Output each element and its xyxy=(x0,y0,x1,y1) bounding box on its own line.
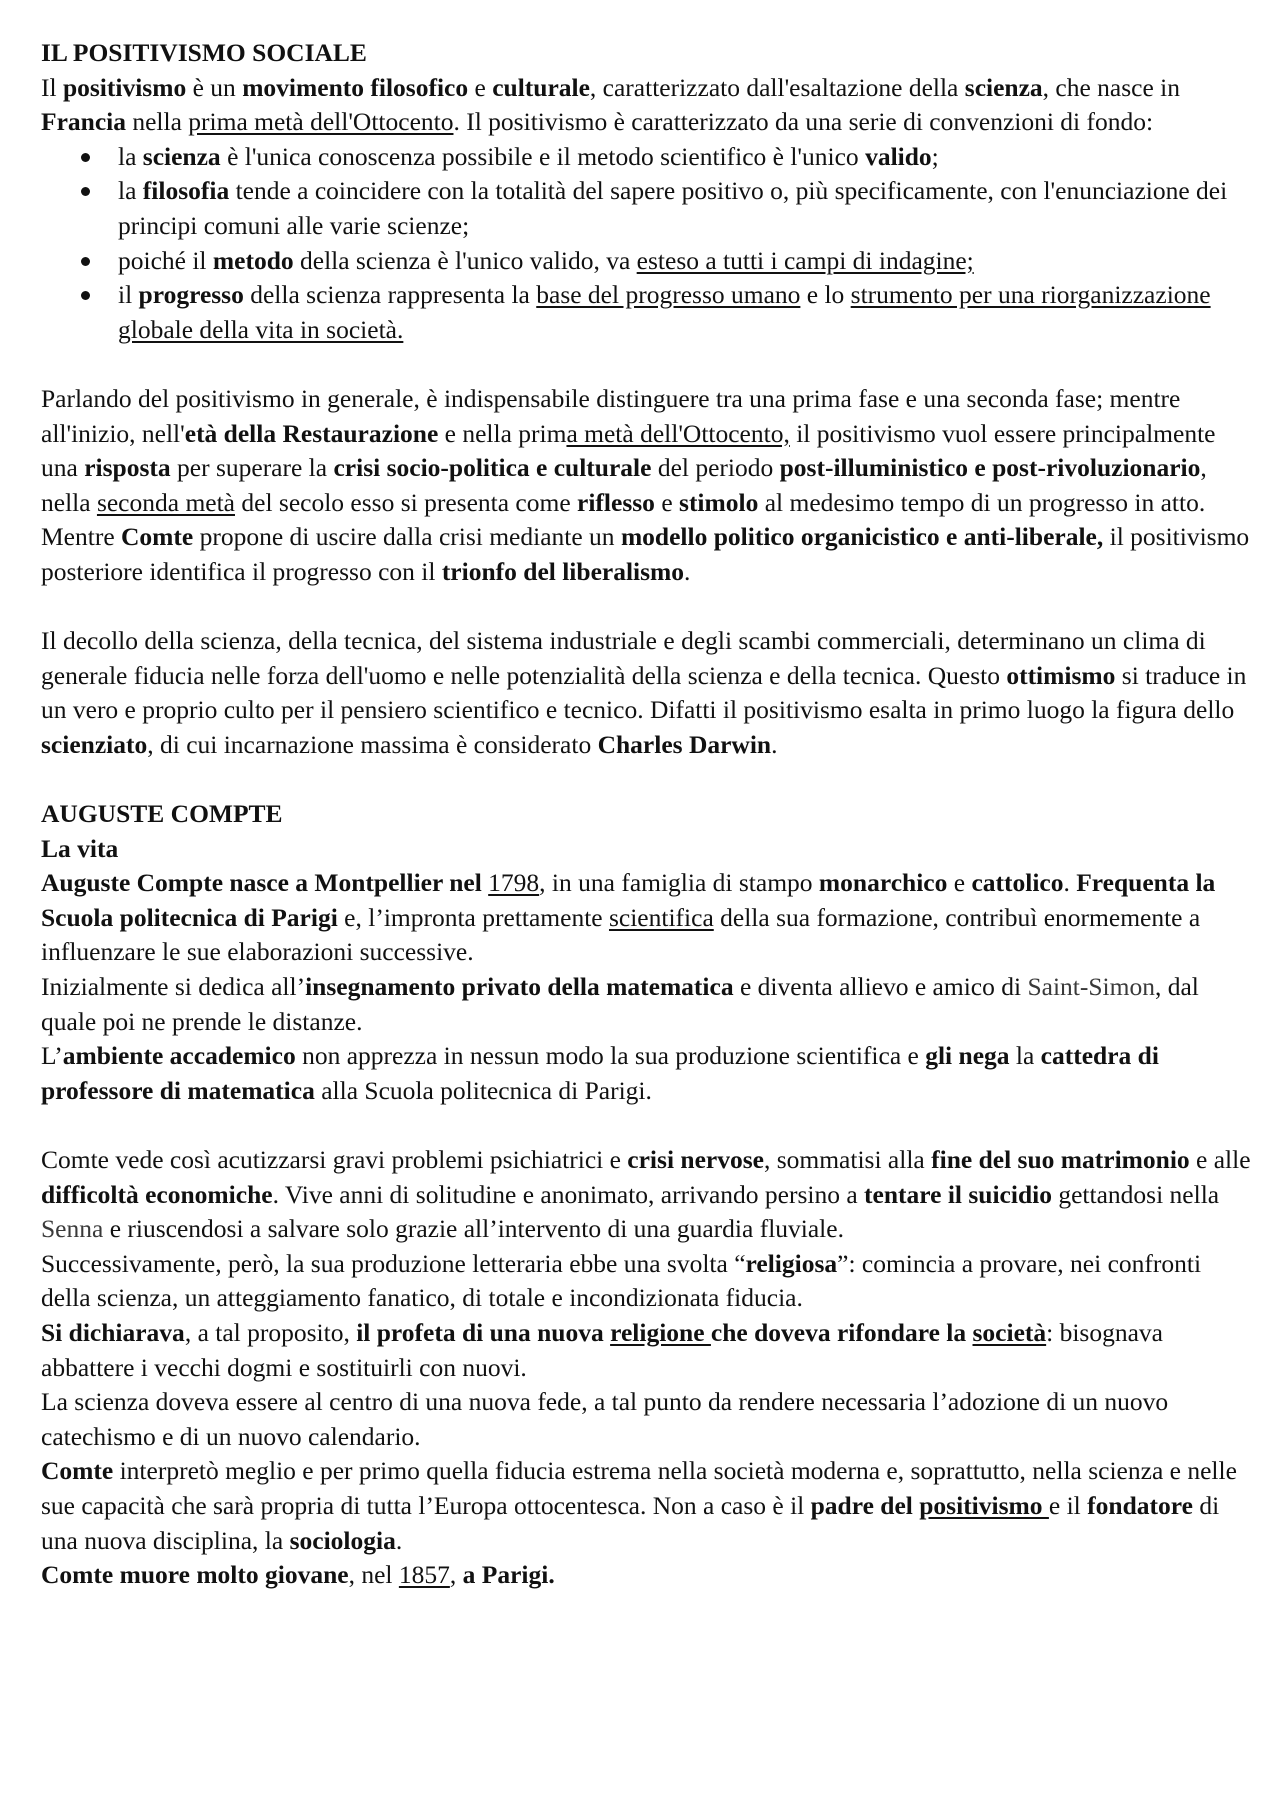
text-run: la xyxy=(1009,1041,1041,1071)
text-run: al medesimo tempo di un progresso in atto. xyxy=(758,487,1206,517)
bold-text: trionfo del liberalismo xyxy=(441,556,685,586)
text-run: La scienza doveva essere al centro di una nuova fede, a tal punto da rendere necessaria l’adozione di un nuovo catechismo e di un nuovo calendario. xyxy=(41,1387,1169,1451)
bold-text: fine del suo matrimonio xyxy=(931,1145,1190,1174)
crisis-paragraph xyxy=(41,1143,1256,1247)
bold-text: ambiente accademico xyxy=(62,1041,296,1071)
underlined-text: base del progresso umano xyxy=(536,280,801,310)
bold-text: cattolico xyxy=(971,868,1064,898)
text-run: , caratterizzato dall'esaltazione della xyxy=(589,72,965,102)
teaching-paragraph xyxy=(41,970,1256,1039)
text-run: e nella prim xyxy=(438,418,567,448)
text-run: , di cui incarnazione massima è considerato xyxy=(147,729,598,759)
bold-text: positivismo xyxy=(62,72,187,102)
underlined-text: esteso a tutti i campi di indagine; xyxy=(636,245,974,275)
bold-text: Comte xyxy=(41,1456,114,1486)
text-run: tende a coincidere con la totalità del sapere positivo o, più specificamente, con l'enunciazione dei principi comuni alle varie scienze; xyxy=(118,176,1228,240)
bold-text: difficoltà economiche xyxy=(41,1179,273,1209)
bold-text: Frequenta la Scuola politecnica di Parigi xyxy=(41,868,1216,932)
text-run: ”: comincia a provare, nei confronti della scienza, un atteggiamento fanatico, di totale e incondizionata fiducia. xyxy=(41,1248,1202,1313)
bold-text: tentare il suicidio xyxy=(864,1179,1052,1209)
intro-paragraph xyxy=(41,71,1256,140)
text-run: gettandosi nella xyxy=(1051,1179,1220,1209)
bold-text: crisi nervose xyxy=(627,1145,764,1174)
text-run: è un xyxy=(186,72,243,102)
text-run: , dal quale poi ne prende le distanze. xyxy=(41,972,1199,1036)
bold-text: fondatore xyxy=(1087,1490,1193,1520)
bold-text: sociologia xyxy=(289,1525,396,1555)
bold-text: risposta xyxy=(84,453,171,483)
text-run: e xyxy=(468,72,493,102)
text-run: . xyxy=(771,729,778,759)
bold-text: a Parigi. xyxy=(462,1560,555,1590)
bold-text: Charles Darwin xyxy=(597,729,772,759)
text-run: la xyxy=(118,176,143,206)
text-run: poiché il xyxy=(118,245,213,275)
death-paragraph xyxy=(41,1558,1256,1593)
bold-text: Si dichiarava xyxy=(41,1317,185,1347)
text-run: nella xyxy=(125,107,189,137)
bold-text: cattedra di professore di matematica xyxy=(41,1041,1159,1105)
underlined-text: 1798 xyxy=(488,868,540,898)
bold-text: ottimismo xyxy=(1006,660,1116,690)
bold-text: Francia xyxy=(41,107,126,137)
bold-text: il profeta di una nuova xyxy=(356,1317,611,1347)
text-run: e lo xyxy=(800,280,851,310)
text-run: il positivismo posteriore identifica il progresso con il xyxy=(41,522,1250,586)
conventions-list xyxy=(41,140,1256,348)
list-item xyxy=(41,278,1256,347)
text-run: , sommatisi alla xyxy=(763,1145,932,1174)
text-run: e riuscendosi a salvare solo grazie all’intervento di una guardia fluviale. xyxy=(103,1214,844,1244)
text-run: si traduce in un vero e proprio culto per il pensiero scientifico e tecnico. Difatti il positivismo esalta in primo luogo la figura dello xyxy=(41,660,1247,725)
text-run: Senna xyxy=(41,1214,104,1244)
section-title-compte: AUGUSTE COMPTE xyxy=(41,799,283,829)
bold-text: insegnamento privato della matematica xyxy=(305,972,734,1002)
bold-text: che doveva rifondare la xyxy=(710,1317,973,1347)
bold-text: gli nega xyxy=(925,1041,1010,1071)
academic-paragraph xyxy=(41,1039,1256,1108)
paragraph-gap xyxy=(41,1108,1256,1143)
paragraph-gap xyxy=(41,347,1256,382)
bold-text: scienziato xyxy=(41,729,148,759)
text-run: di una nuova disciplina, la xyxy=(41,1490,1220,1555)
text-run: e xyxy=(947,868,972,898)
bold-text: modello politico organicistico e anti-liberale, xyxy=(620,522,1104,552)
bold-text: monarchico xyxy=(818,868,948,898)
underlined-text: seconda metà xyxy=(96,487,235,517)
birth-paragraph xyxy=(41,866,1256,970)
bold-text: Comte xyxy=(121,522,194,552)
text-run: della sua formazione, contribuì enormemente a influenzare le sue elaborazioni successive. xyxy=(41,902,1201,967)
bold-text: età della Restaurazione xyxy=(184,418,439,448)
text-run: L’ xyxy=(41,1041,63,1071)
text-run: Mentre xyxy=(41,522,122,552)
text-run: Comte vede così acutizzarsi gravi problemi psichiatrici e xyxy=(41,1145,628,1174)
text-run: e alle xyxy=(1189,1145,1251,1174)
text-run: per superare la xyxy=(170,453,334,483)
bold-underlined-text: religione xyxy=(610,1317,711,1347)
bold-underlined-text: società xyxy=(972,1317,1047,1347)
bold-text: crisi socio-politica e culturale xyxy=(333,453,652,483)
text-run: del periodo xyxy=(651,453,780,483)
section-title-positivismo: IL POSITIVISMO SOCIALE xyxy=(41,38,367,67)
underlined-text: a metà dell'Ottocento, xyxy=(566,418,790,448)
phases-paragraph xyxy=(41,382,1256,520)
text-run: e, l’impronta prettamente xyxy=(337,902,609,932)
bold-text: filosofia xyxy=(142,176,230,206)
text-run: Saint-Simon xyxy=(1027,972,1155,1002)
bold-text: culturale xyxy=(492,72,590,102)
text-run: alla Scuola politecnica di Parigi. xyxy=(314,1075,652,1105)
text-run: , in una famiglia di stampo xyxy=(539,868,819,898)
text-run: e il xyxy=(1048,1490,1088,1520)
text-run: , che nasce in xyxy=(1042,72,1181,102)
founder-paragraph xyxy=(41,1454,1256,1558)
underlined-text: scientifica xyxy=(608,902,714,932)
text-run: Inizialmente si dedica all’ xyxy=(41,972,306,1002)
bold-underlined-text: positivismo xyxy=(919,1490,1049,1520)
bold-text: valido xyxy=(865,141,932,171)
text-run: interpretò meglio e per primo quella fiducia estrema nella società moderna e, soprattutto, nella scienza e nelle sue capacità che sarà propria di tutta l’Europa ottocentesca. Non a caso è il xyxy=(41,1456,1237,1520)
text-run: Il decollo della scienza, della tecnica, del sistema industriale e degli scambi commerciali, determinano un clima di generale fiducia nelle forza dell'uomo e nelle potenzialità della scienza e della tecnica. Questo xyxy=(41,626,1206,690)
text-run: , nella xyxy=(41,453,1207,517)
bold-text: scienza xyxy=(142,141,221,171)
bold-text: Comte muore molto giovane xyxy=(41,1560,349,1590)
optimism-paragraph xyxy=(41,624,1256,762)
bold-text: metodo xyxy=(212,245,294,275)
text-run: . Il positivismo è caratterizzato da una serie di convenzioni di fondo: xyxy=(453,107,1154,137)
subtitle-la-vita: La vita xyxy=(41,833,119,863)
bold-text: scienza xyxy=(964,72,1043,102)
text-run: , a tal proposito, xyxy=(184,1317,357,1347)
bold-text: riflesso xyxy=(577,487,655,517)
list-item xyxy=(41,140,1256,175)
underlined-text: 1857 xyxy=(398,1560,450,1590)
text-run: il positivismo vuol essere principalmente una xyxy=(41,418,1216,483)
document-page xyxy=(41,36,1256,1593)
text-run: e xyxy=(654,487,680,517)
text-run: Il xyxy=(41,72,63,102)
text-run: il xyxy=(118,280,139,310)
bold-text: progresso xyxy=(138,280,244,310)
paragraph-gap xyxy=(41,590,1256,625)
text-run: . xyxy=(684,556,691,586)
text-run: propone di uscire dalla crisi mediante un xyxy=(193,522,621,552)
bold-text: post-illuministico e post-rivoluzionario xyxy=(779,453,1201,483)
text-run: . xyxy=(1063,868,1077,898)
underlined-text: prima metà dell'Ottocento xyxy=(188,107,454,137)
list-item xyxy=(41,244,1256,279)
prophet-paragraph xyxy=(41,1316,1256,1385)
text-run: Parlando del positivismo in generale, è indispensabile distinguere tra una prima fase e una seconda fase; mentre all'inizio, nell' xyxy=(41,383,1181,448)
bold-text: padre del xyxy=(810,1490,920,1520)
text-run: . Vive anni di solitudine e anonimato, arrivando persino a xyxy=(272,1179,865,1209)
text-run: , xyxy=(449,1560,463,1590)
text-run: : bisognava abbattere i vecchi dogmi e sostituirli con nuovi. xyxy=(41,1317,1163,1382)
text-run: e diventa allievo e amico di xyxy=(733,972,1028,1002)
text-run: del secolo esso si presenta come xyxy=(235,487,578,517)
text-run: la xyxy=(118,141,143,171)
list-item xyxy=(41,174,1256,243)
text-run: della scienza è l'unico valido, va xyxy=(293,245,637,275)
text-run: ; xyxy=(931,141,939,171)
bold-text: stimolo xyxy=(679,487,759,517)
text-run: . xyxy=(395,1525,403,1555)
underlined-text: strumento per una riorganizzazione globale della vita in società. xyxy=(118,280,1211,344)
new-faith-paragraph xyxy=(41,1385,1256,1454)
text-run: , nel xyxy=(348,1560,399,1590)
comte-model-paragraph xyxy=(41,520,1256,589)
text-run: è l'unica conoscenza possibile e il metodo scientifico è l'unico xyxy=(220,141,866,171)
bold-text: movimento filosofico xyxy=(242,72,469,102)
bold-text: Auguste Compte nasce a Montpellier nel xyxy=(41,868,482,898)
bold-text: religiosa xyxy=(745,1248,838,1278)
paragraph-gap xyxy=(41,762,1256,797)
religious-turn-paragraph xyxy=(41,1247,1256,1316)
text-run: della scienza rappresenta la xyxy=(243,280,537,310)
text-run: Successivamente, però, la sua produzione letteraria ebbe una svolta “ xyxy=(41,1248,746,1278)
text-run: non apprezza in nessun modo la sua produzione scientifica e xyxy=(295,1041,926,1071)
